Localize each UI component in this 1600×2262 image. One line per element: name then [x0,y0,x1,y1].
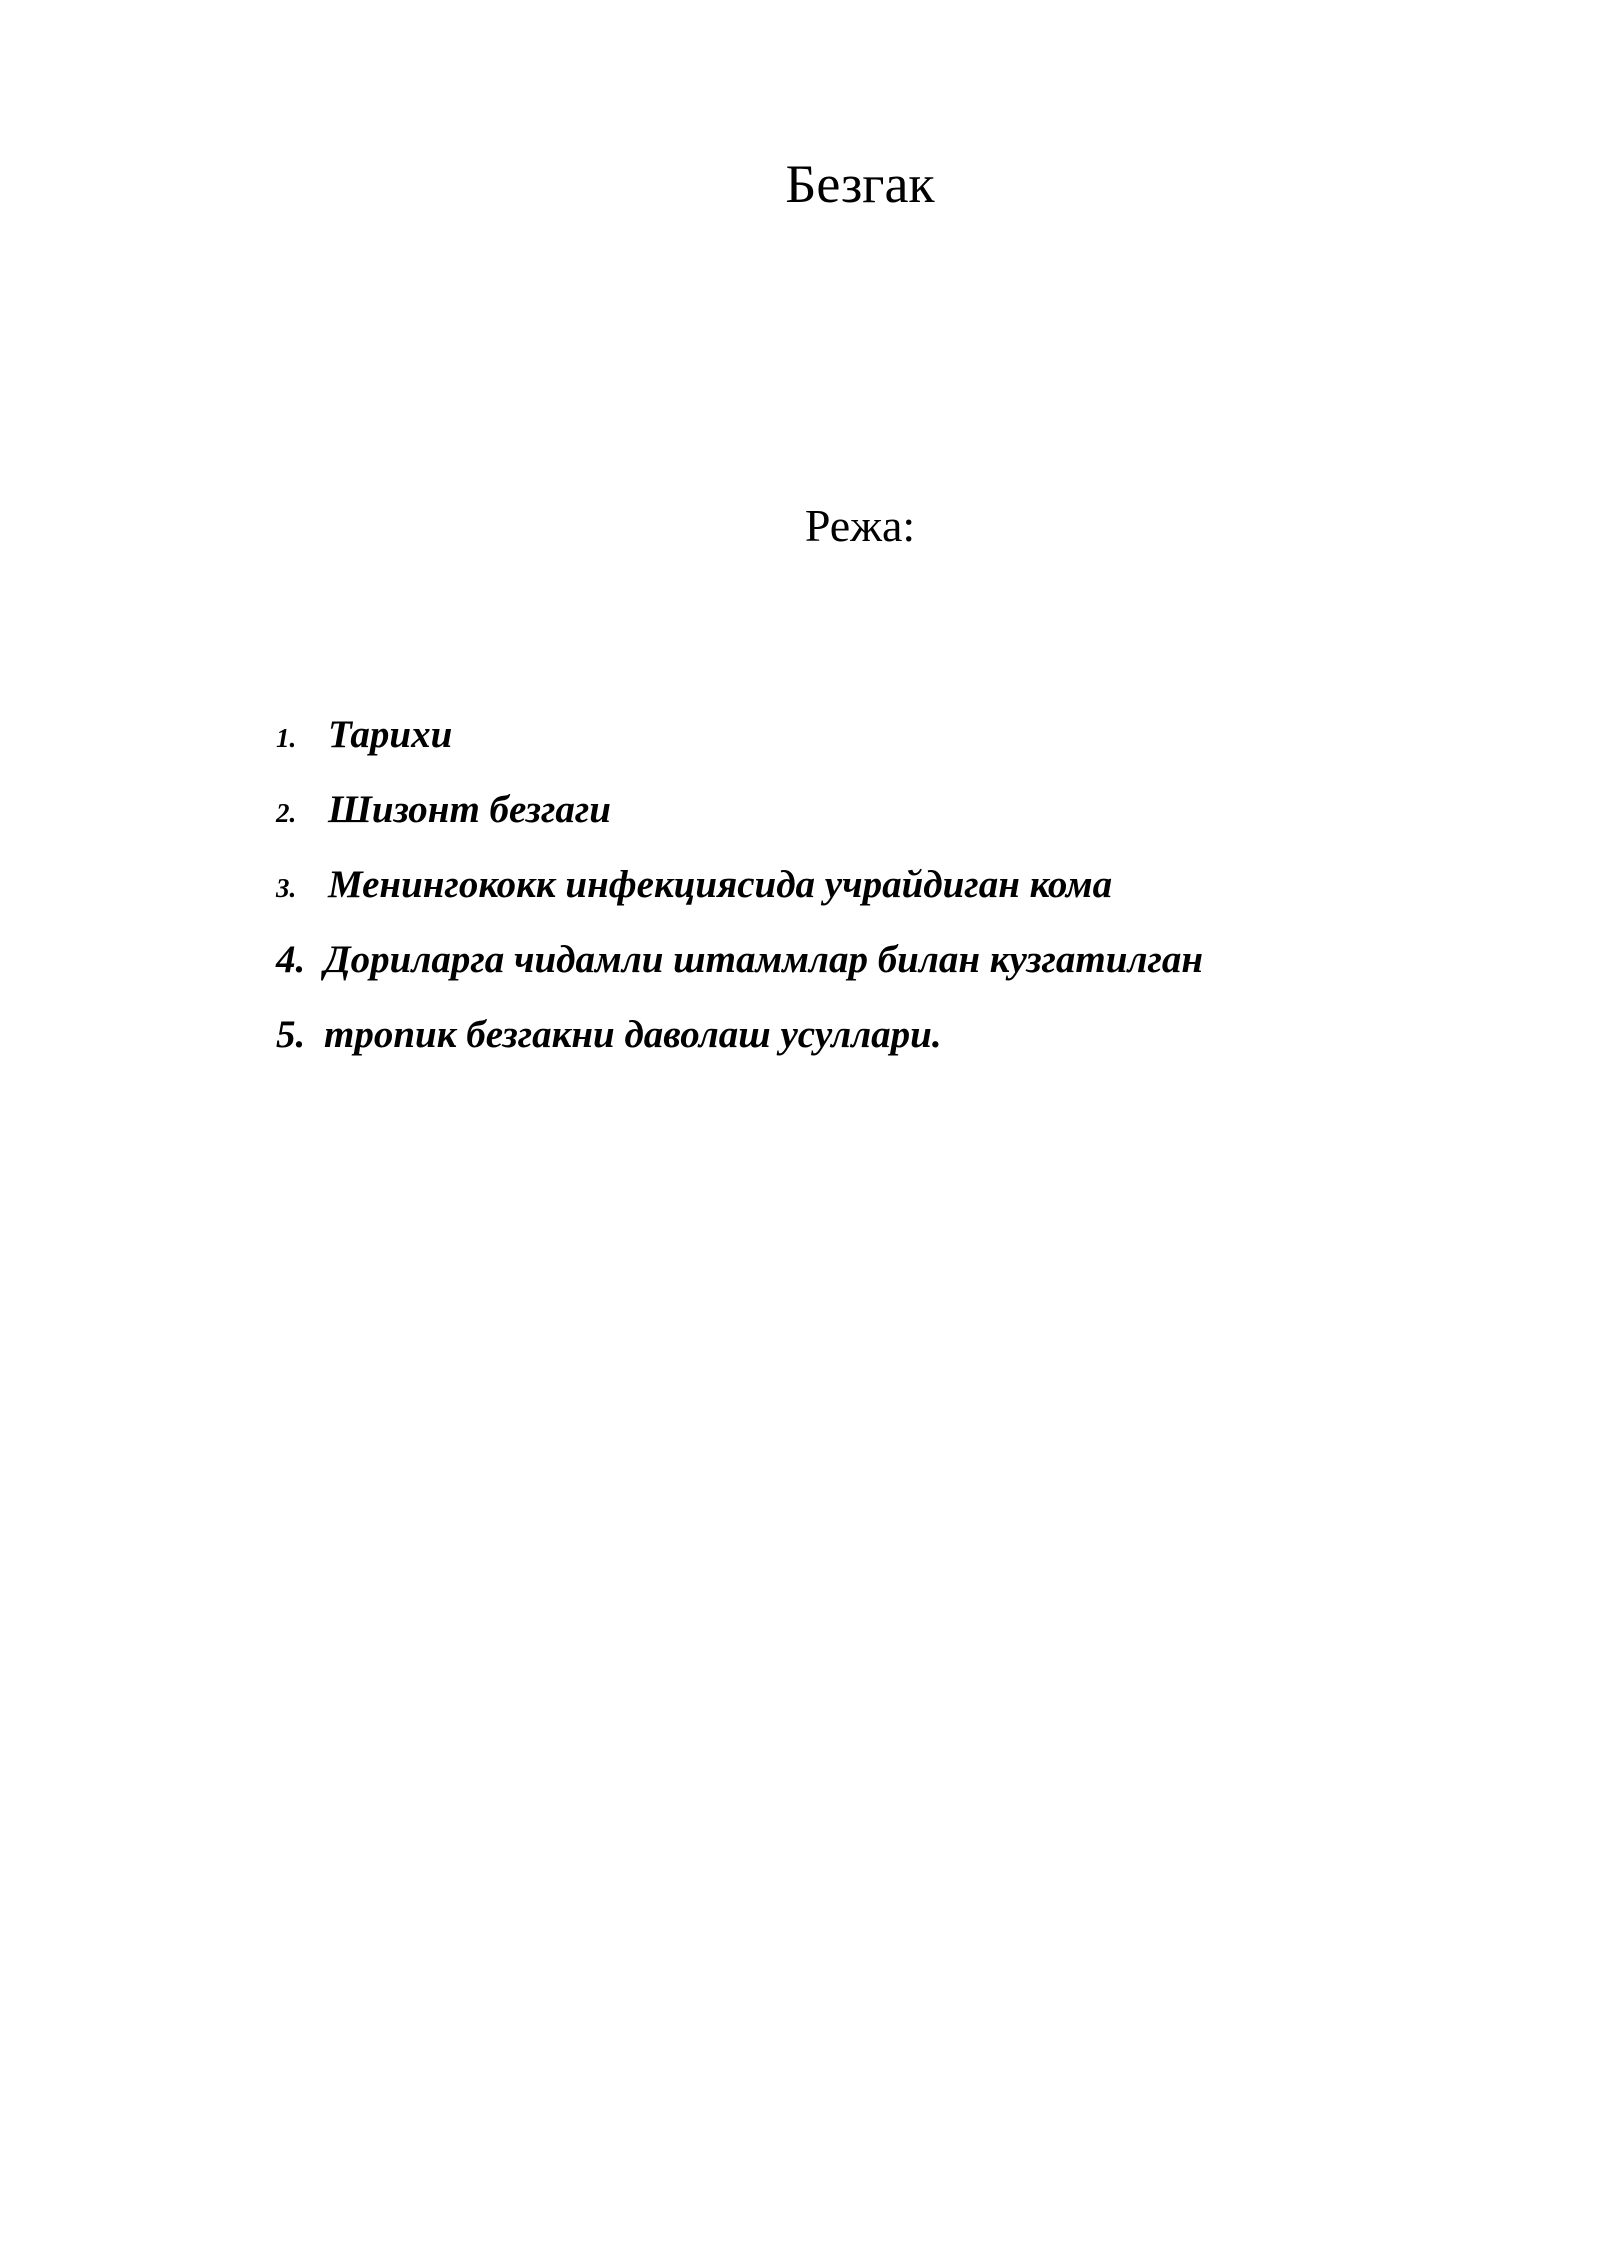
document-title: Безгак [785,154,935,214]
plan-list [276,712,1203,1087]
plan-item-number: 4. [276,938,306,981]
plan-item-text: тропик безгакни даволаш усуллари. [324,1013,942,1056]
plan-item-1 [276,712,1203,787]
plan-item-number: 5. [276,1013,306,1056]
plan-item-text: Дориларга чидамли штаммлар билан кузгатилган [324,938,1204,981]
plan-item-text: Менингококк инфекциясида учрайдиган кома [328,863,1113,906]
plan-item-text: Тарихи [328,713,453,756]
plan-heading: Режа: [804,500,916,551]
plan-item-number: 2. [276,798,297,828]
plan-item-2 [276,787,1203,862]
plan-item-3 [276,862,1203,937]
plan-item-number: 1. [276,723,297,753]
plan-item-number: 3. [276,873,297,903]
plan-item-text: Шизонт безгаги [328,788,611,831]
plan-item-5 [276,1012,1203,1087]
plan-item-4 [276,937,1203,1012]
